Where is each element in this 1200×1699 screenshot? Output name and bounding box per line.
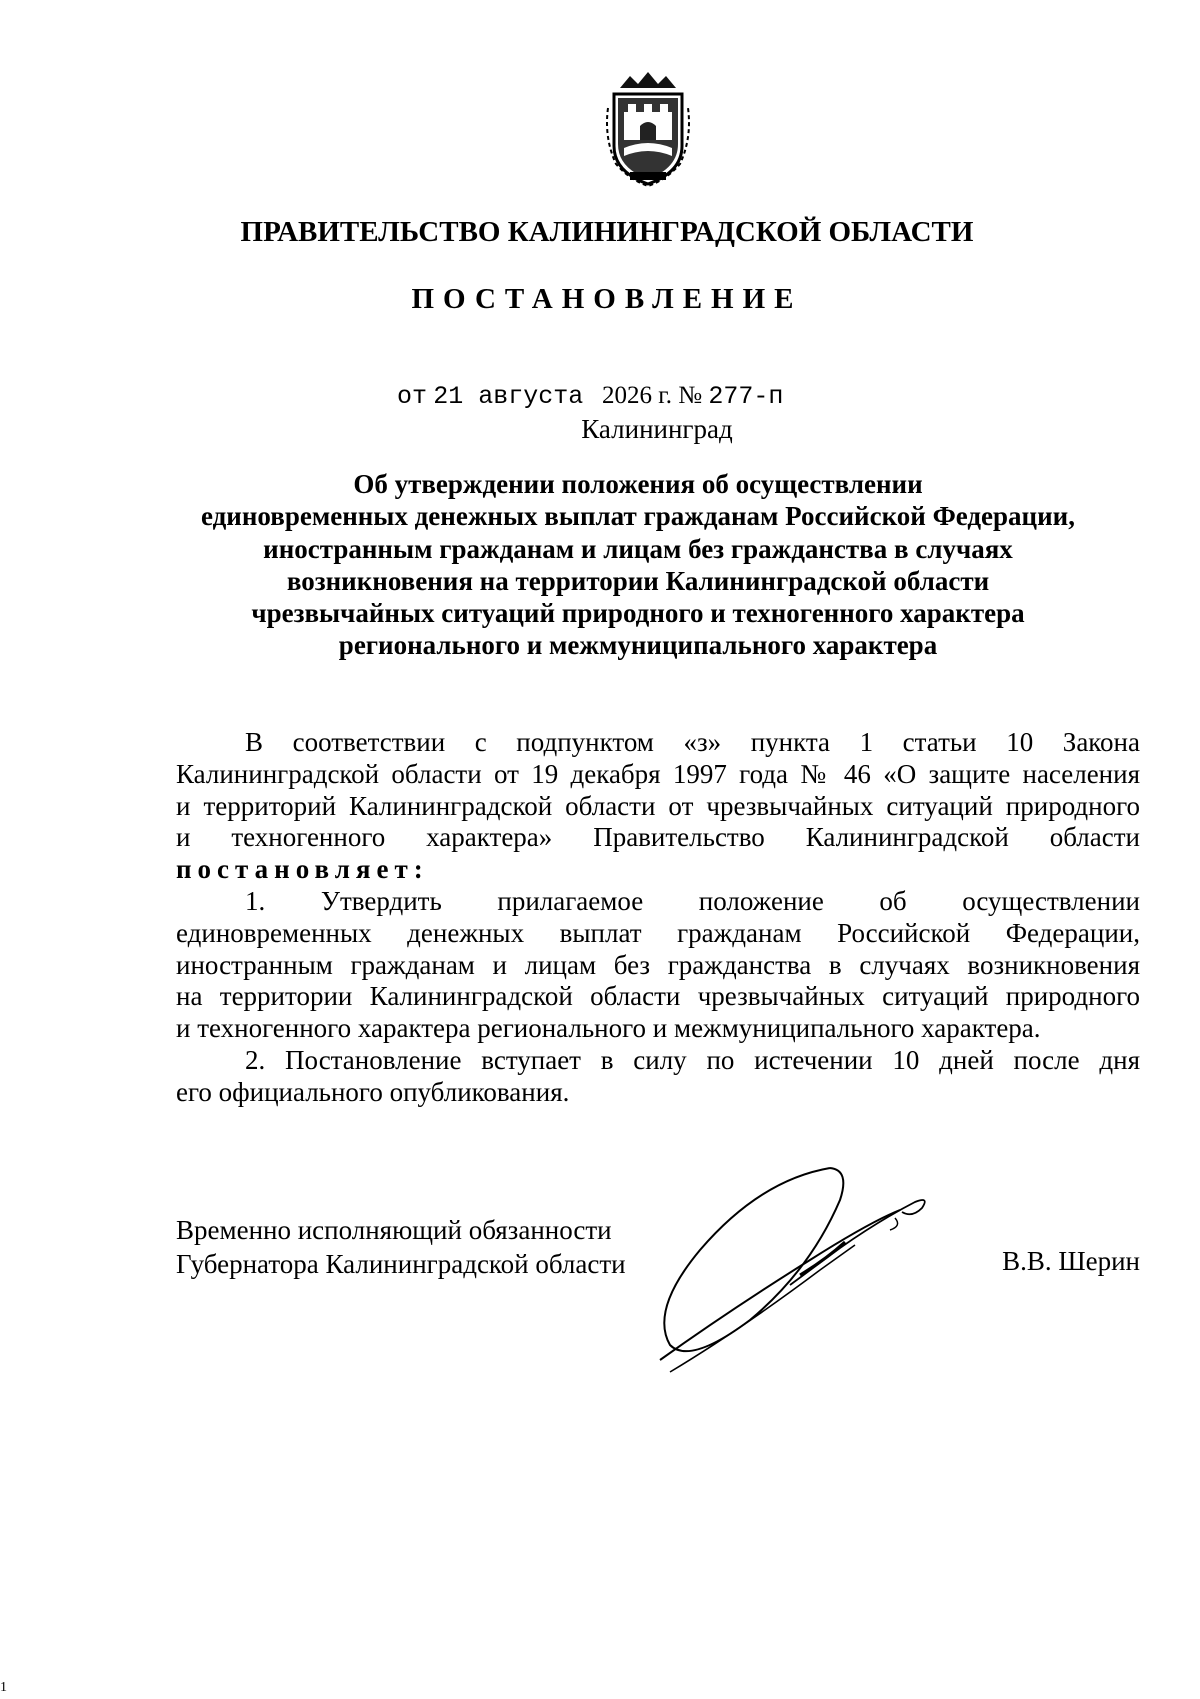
subject-line: возникновения на территории Калининградской области	[286, 565, 990, 596]
signer-name: В.В. Шерин	[1002, 1246, 1140, 1276]
decree-number: 277-п	[708, 382, 784, 411]
date-text: 21 августа	[433, 382, 584, 411]
subject-line: регионального и межмуниципального характера	[338, 630, 938, 661]
decree-body	[176, 727, 1140, 1109]
subject-line: чрезвычайных ситуаций природного и техногенного характера	[251, 598, 1025, 629]
page-mark: 1	[0, 1680, 7, 1695]
item1-line: единовременных денежных выплат гражданам Российской Федерации,	[176, 917, 1140, 948]
number-sign: №	[678, 382, 703, 409]
subject-line: иностранным гражданам и лицам без гражданства в случаях	[263, 533, 1013, 564]
subject-line: единовременных денежных выплат гражданам Российской Федерации,	[201, 501, 1075, 532]
decree-date-number	[397, 382, 783, 411]
kaliningrad-oblast-coat-of-arms-icon	[600, 68, 696, 188]
preamble-line: и техногенного характера» Правительство Калининградской области	[176, 822, 1140, 853]
preamble-line: В соответствии с подпунктом «з» пункта 1 статьи 10 Закона	[245, 727, 1140, 757]
item1-line: и техногенного характера регионального и межмуниципального характера.	[176, 1013, 1041, 1044]
decree-subject	[176, 468, 1100, 662]
signer-position-line: Временно исполняющий обязанности	[176, 1215, 612, 1245]
date-year: 2026 г.	[602, 382, 672, 409]
preamble-line: и территорий Калининградской области от чрезвычайных ситуаций природного	[176, 790, 1140, 821]
government-title: ПРАВИТЕЛЬСТВО КАЛИНИНГРАДСКОЙ ОБЛАСТИ	[240, 216, 974, 248]
signer-position	[176, 1213, 626, 1281]
date-prefix: от	[397, 382, 428, 411]
item1-line: иностранным гражданам и лицам без гражданства в случаях возникновения	[176, 949, 1140, 980]
decides-word: постановляет:	[176, 854, 429, 885]
signer-position-line: Губернатора Калининградской области	[176, 1249, 626, 1279]
preamble-line: Калининградской области от 19 декабря 1997 года № 46 «О защите населения	[176, 758, 1140, 789]
handwritten-signature-icon	[640, 1160, 960, 1390]
item2-line: 2. Постановление вступает в силу по истечении 10 дней после дня	[245, 1044, 1140, 1075]
subject-line: Об утверждении положения об осуществлении	[353, 469, 923, 499]
item1-line: на территории Калининградской области чрезвычайных ситуаций природного	[176, 981, 1140, 1012]
city-name: Калининград	[581, 414, 733, 444]
item1-line: 1. Утвердить прилагаемое положение об осуществлении	[245, 885, 1140, 916]
document-type-title: ПОСТАНОВЛЕНИЕ	[411, 283, 803, 315]
item2-line: его официального опубликования.	[176, 1076, 570, 1107]
